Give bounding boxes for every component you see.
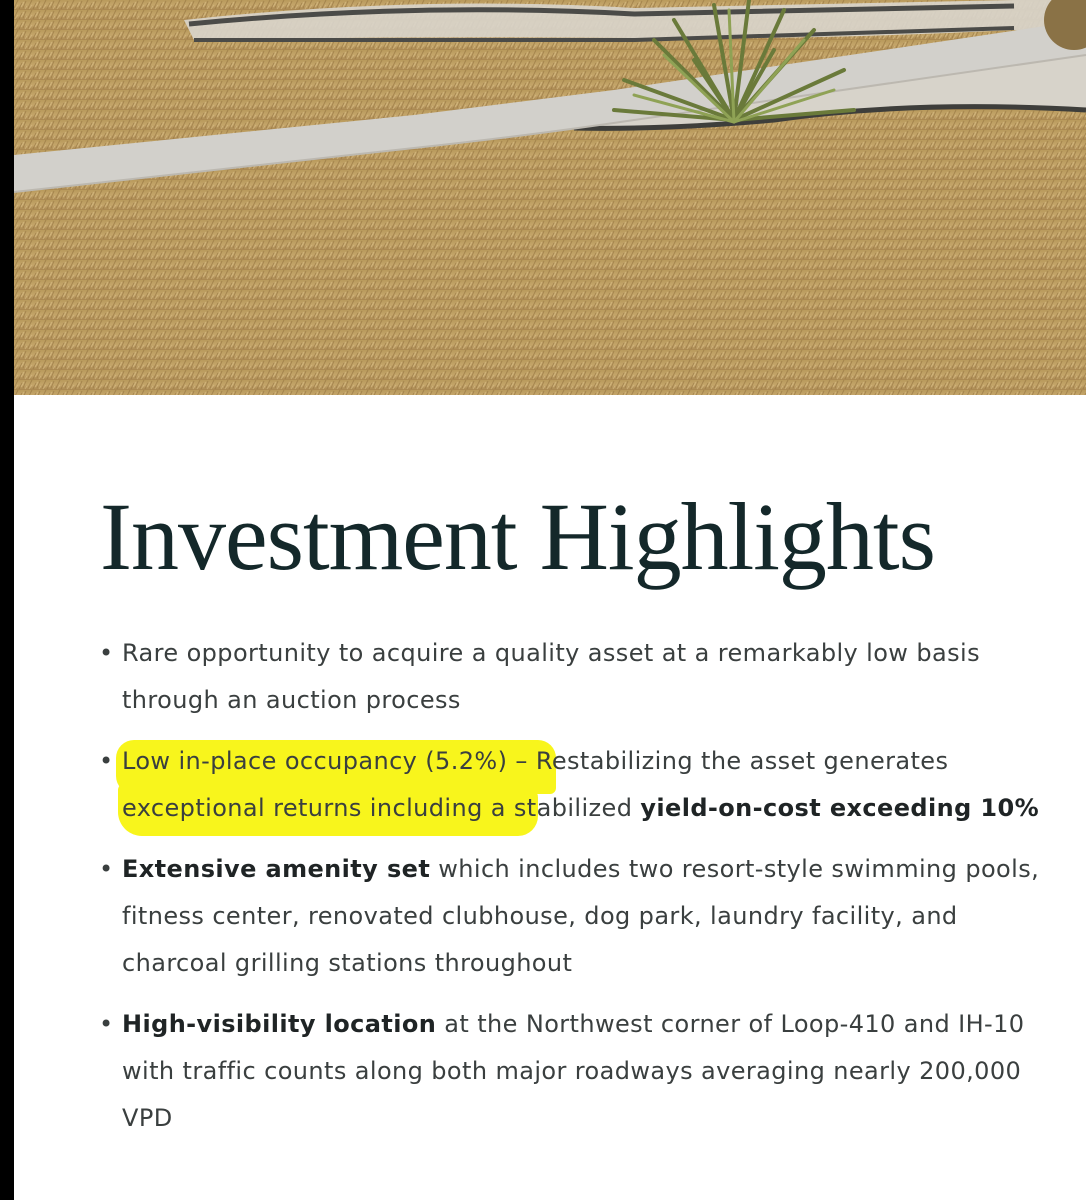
bullet-text: which includes two resort-style swimming pools, fitness center, renovated clubhouse, dog park, laundry facility, and charcoal grilling stations throughout bbox=[122, 855, 1040, 977]
bullet-icon: • bbox=[99, 747, 114, 775]
bullet-bold-text: Extensive amenity set bbox=[122, 855, 431, 883]
bullet-text: Rare opportunity to acquire a quality asset at a remarkably low basis through an auction process bbox=[122, 639, 980, 714]
property-photo bbox=[14, 0, 1086, 395]
list-item bbox=[99, 1001, 1042, 1142]
bullet-bold-text: High-visibility location bbox=[122, 1010, 437, 1038]
bullet-icon: • bbox=[99, 639, 114, 667]
document-page bbox=[14, 0, 1086, 1200]
bullet-bold-text: yield-on-cost exceeding 10% bbox=[640, 794, 1040, 822]
bullet-icon: • bbox=[99, 855, 114, 883]
page-title: Investment Highlights bbox=[100, 483, 935, 590]
bullet-text: at the Northwest corner of Loop-410 and IH-10 with traffic counts along both major roadways averaging nearly 200,000 VPD bbox=[122, 1010, 1025, 1132]
list-item bbox=[99, 738, 1042, 832]
landscape-photo-icon bbox=[14, 0, 1086, 395]
bullet-icon: • bbox=[99, 1010, 114, 1038]
list-item bbox=[99, 630, 1042, 724]
highlights-list bbox=[99, 630, 1042, 1142]
list-item bbox=[99, 846, 1042, 987]
bullet-text: Low in-place occupancy (5.2%) – Restabilizing the asset generates exceptional returns including a stabilized bbox=[122, 747, 949, 822]
